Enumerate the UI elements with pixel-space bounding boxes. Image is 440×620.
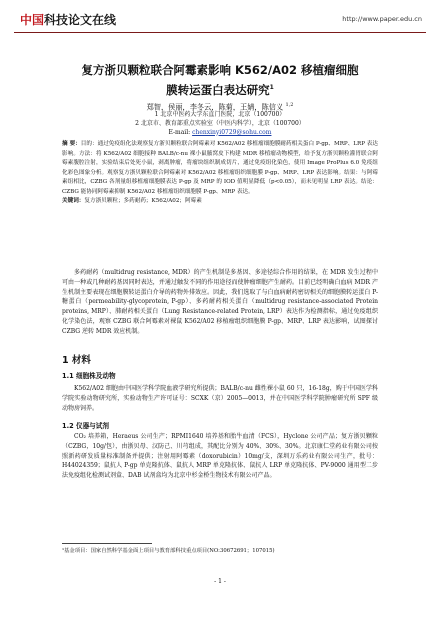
keywords-label: 关键词： xyxy=(62,198,85,204)
email-label: E-mail: xyxy=(168,128,191,136)
section-heading-materials: 1 材料 xyxy=(62,355,91,366)
abstract-text: 目的：通过免疫组化法观察复方浙贝颗粒联合阿霉素对 K562/A02 移植瘤细胞膜耐药相关蛋白 P-gp、MRP、LRP 表达影响。方法：将 K562/A02 细胞接种 BALB/c-nu 裸小鼠腋窝皮下构建 MDR 移植瘤动物模型，给予复方浙贝颗粒灌胃联合阿霉素腹腔注射，实验结束后处死小鼠，剥离肿瘤，将瘤块组织制成切片，通过免疫组化染色，使用 Image ProPlus 6.0 免疫组化彩色图象分析。观察复方浙贝颗粒联合阿霉素对 K562/A02 移植瘤组织细胞膜 P-gp、MRP、LRP 表达影响。结果：与阿霉素组相比，CZBG 各剂量组移植瘤细胞膜表达 P-gp 及 MRP 的 IOD 值明显降低（p<0.05），而未见明显 LRP 表达。结论：CZBG 能协同阿霉素抑制 K562/A02 移植瘤组织细胞膜 P-gp、MRP 表达。 xyxy=(62,141,378,195)
logo-mark: 中国 xyxy=(20,12,45,27)
title-line-2: 膜转运蛋白表达研究$^1$ xyxy=(166,82,274,97)
author-affil-marks: 1,2 xyxy=(285,102,294,108)
affiliation-1: 1 北京中医药大学东直门医院，北京（100700） xyxy=(154,111,286,118)
email-line xyxy=(20,129,420,138)
affiliation-2: 2 北京市、教育部重点实验室（中医内科学），北京（100700） xyxy=(135,119,305,127)
page-number: - 1 - xyxy=(214,578,226,585)
abstract-body xyxy=(62,140,378,197)
keywords-text: 复方浙贝颗粒；多药耐药；K562/A02；阿霉素 xyxy=(84,198,202,204)
header-divider xyxy=(14,32,426,33)
author-names: 郑智，侯丽，李冬云，陈菊，王婧，陈信义 xyxy=(146,102,284,112)
footnote: ¹基金项目：国家自然科学基金面上项目与教育部科技重点项目(NO:30672691；107015) xyxy=(62,548,275,554)
abstract xyxy=(62,140,378,207)
reagents-paragraph: CO₂ 培养箱，Heraeus 公司生产；RPMI1640 培养基和胎牛血清（FCS），Hyclone 公司产品；复方浙贝颗粒（CZBG，10g/包），由浙贝母、汉防己、川芎组成，其配比分别为 40%、30%、30%。北京康仁堂药业有限公司按照新药研发质量标准制备并提供；注射用阿霉素（doxorubicin）10mg/支，深圳万乐药业有限公司生产，批号：H44024359；鼠抗人 P-gp 单克隆抗体、鼠抗人 MRP 单克隆抗体、鼠抗人 LRP 单克隆抗体、PV-9000 通用型二步法免疫组化检测试剂盒、DAB 试剂盒均为北京中杉金桥生物技术有限公司产品。 xyxy=(62,433,378,480)
cells-paragraph: K562/A02 细胞由中国医学科学院血液学研究所提供；BALB/c-nu 雌性裸小鼠 60 只，16-18g，购于中国医学科学院实验动物研究所，实验动物生产许可证号：SCXK（京）2005—0013，并在中国医学科学院肿瘤研究所 SPF 级动物房饲养。 xyxy=(62,385,378,412)
abstract-label: 摘 要： xyxy=(62,141,81,147)
intro-paragraph: 多药耐药（multidrug resistance, MDR）的产生机制是多基因、多途径综合作用的结果，在 MDR 发生过程中可由一种或几种耐药基因同时表达，并通过触发不同的作用途径而使肿瘤细胞产生耐药。目前已经明确白血病 MDR 产生机制主要表现在细胞膜转运蛋白介导的药物外排效应。因此，我们选取了与白血病耐药密切相关的细胞膜转运蛋白 P-糖蛋白（permeability-glycoprotein, P-gp）、多药耐药相关蛋白（multidrug resistance-associated Protein proteins, MRP）、肺耐药相关蛋白（Lung Resistance-related Protein, LRP）表达作为检测指标，通过免疫组织化学染色法，观察 CZBG 联合阿霉素对裸鼠 K562/A02 移植瘤组织细胞膜 P-gp、MRP、LRP 表达影响，试图探讨 CZBG 逆转 MDR 效应机制。 xyxy=(62,269,378,335)
email-address[interactable]: chenxinyi0729@sohu.com xyxy=(192,128,272,136)
site-header xyxy=(14,6,426,34)
subsection-heading-reagents: 1.2 仪器与试剂 xyxy=(62,422,109,430)
site-logo[interactable] xyxy=(20,10,116,28)
subsection-heading-cells: 1.1 细胞株及动物 xyxy=(62,372,116,380)
affiliations xyxy=(20,111,420,137)
site-url[interactable]: http://www.paper.edu.cn xyxy=(342,15,422,23)
title-line-1: 复方浙贝颗粒联合阿霉素影响 K562/A02 移植瘤细胞 xyxy=(81,63,359,77)
keywords xyxy=(62,197,378,207)
footnote-divider xyxy=(62,543,152,544)
logo-name: 科技论文在线 xyxy=(44,12,117,27)
paper-title xyxy=(30,62,410,99)
